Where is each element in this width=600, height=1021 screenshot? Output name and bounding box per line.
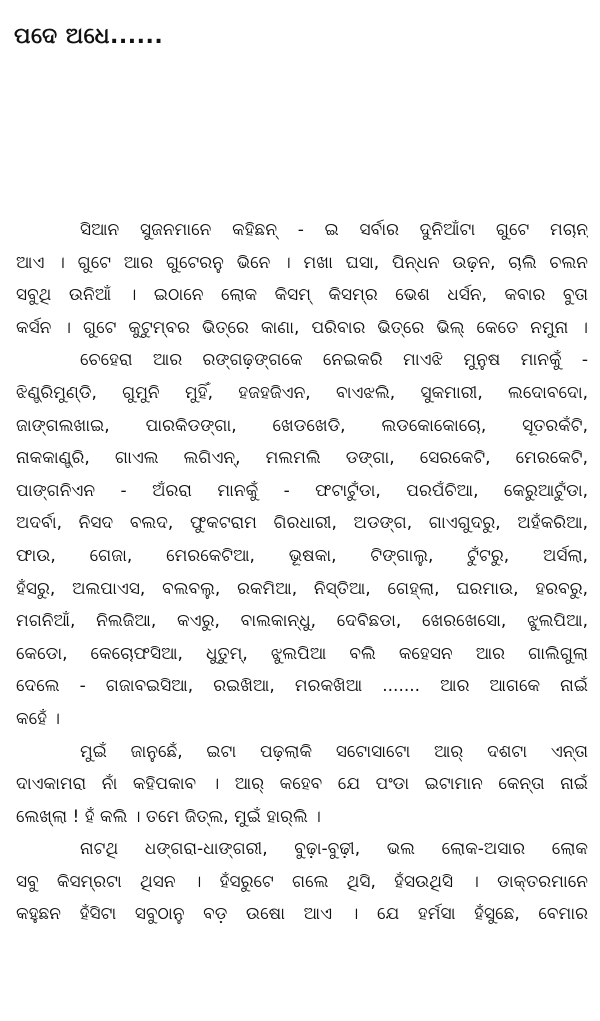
text-line: ଆଏ । ଗୁଟେ ଆର ଗୁଟେରନୁ ଭିନେ । ମଖା ଘସା, ପିନ୍ଧନ ଉଢ଼ନ, ଚାଲି ଚଲନ	[16, 252, 588, 273]
text-line: କହେଁ ।	[16, 708, 61, 729]
text-line: ଝିଣ୍ଡ୍ରିମୁଣ୍ଡି, ଗୁମୁନି ମୁହିଁ, ହଜହଜିଏନ, ବାଏଝଲି, ସୁକମାରୀ, ଲଦୋବଦୋ,	[16, 382, 588, 403]
text-line: ପାଙ୍ଗନିଏନ - ଅଁରରା ମାନକୁଁ - ଫଟାଟୁଁଡା, ପରପଁଚିଆ, କେରୁଆଟୁଁଡା,	[16, 480, 588, 501]
text-line: ଦେଲେ - ଗଜାବଇସିଆ, ରଇଖିଆ, ମରକଖିଆ ....... ଆର ଆଗକେ ନାଇଁ	[16, 676, 588, 697]
document-body	[16, 214, 588, 931]
text-line: ସିଆନ ସୁଜନମାନେ କହିଛନ୍ - ଇ ସର୍ବାର ଦୁନିଆଁଟା ଗୁଟେ ମଚାନ୍	[80, 220, 588, 240]
text-line: ଚେହେରା ଆର ରଙ୍ଗଢ଼ଙ୍ଗକେ ନେଇକରି ମାଏଝି ମୁନୁଷ ମାନକୁଁ -	[80, 350, 588, 371]
text-line: କର୍ସନ । ଗୁଟେ କୁଟୁମ୍ବର ଭିତ୍ରେ କାଣା, ପରିବାର ଭିତ୍ରେ ଭିଲ୍ କେତେ ନମୁନା ।	[16, 317, 588, 338]
text-line: ନାକକାଣ୍ଡ୍ରି, ଗାଏଲ ଲଗିଏନ୍, ମଲମଲି ଡଙ୍ଗା, ସେରକେଟି, ମେରକେଟି,	[16, 448, 588, 469]
text-line: ମଗନିଆଁ, ନିଲଜିଆ, କଏରୁ, ବାଲକାନ୍ଧୁ, ଦେବିଛଡା, ଖେରଖେସୋ, ଝୁଲପିଆ,	[16, 611, 588, 632]
text-line: ହଁସରୁ, ଅଲପାଏସ, ବଲବଲୁ, ରକମିଆ, ନିସ୍ତିଆ, ଗେହ୍ଲା, ଘରମାଉ, ହରବରୁ,	[16, 578, 588, 599]
text-line: କହୁଛନ ହଁସିଟା ସବୁଠାନୁ ବଡ଼ ଉଷୋ ଆଏ । ଯେ ହର୍ମସା ହଁସୁଛେ, ବେମାର	[16, 904, 588, 925]
text-line: ଫାଉ, ଗେଜା, ମେରକେଟିଆ, ଭୂଷକା, ଟିଙ୍ଗାଲୁ, ଟୁଁଟରୁ, ଅର୍ସଲା,	[16, 545, 588, 566]
text-line: ଲେଖ୍ଲା ! ହଁ କଲି । ତମେ ଜିତ୍‌ଲ, ମୁଇଁ ହାର୍‌ଲି ।	[16, 806, 321, 827]
text-line: ସବୁଥି ଉନିଆଁ । ଇଠାନେ ଲୋକ କିସମ୍ କିସମ୍‌ର ଭେଶ ଧର୍ସନ, କବାର ବୁତା	[16, 285, 588, 306]
document-title: ପଦେ ଅଧେ......	[14, 24, 164, 49]
text-line: ଜାଙ୍ଗଲଖାଇ, ପାରକିଡଙ୍ଗା, ଖେଡଖେଡି, ଲଡକୋକୋଚୋ, ସୂତରକଁଟି,	[16, 415, 588, 436]
text-line: ଅଦର୍ବା, ନିସଦ ବଲଦ, ଫୁକଟରାମ ଗିରଧାରୀ, ଅଡଙ୍ଗ, ଗାଏଗୁଦରୁ, ଅହଁକରିଆ,	[16, 513, 588, 534]
text-line: ଦାଏକାମରା ନାଁ କହିପକାବ । ଆର୍ କହେବ ଯେ ପଂଡା ଇଟାମାନ କେନ୍ତା ନାଇଁ	[16, 774, 588, 795]
text-line: ସବୁ କିସମ୍‌ରଟା ଥିସନ । ହଁସରୁଟେ ଗଲେ ଥିସି, ହଁସଉଥିସି । ଡାକ୍ତରମାନେ	[16, 871, 588, 892]
text-line: କେଡୋ, କେଚୋଫସିଆ, ଧୁତୁମ୍, ଝୁଲପିଆ ବଲି କହେସନ ଆର ଗାଲିଗୁଲା	[16, 643, 588, 664]
text-line: ମୁଇଁ ଜାନୁଛେଁ, ଇଟା ପଢ଼ଲାକି ସଟୋସାଟୋ ଆର୍ ଦଶଟା ଏନ୍ତା	[80, 741, 588, 762]
text-line: ନାଟଥି ଧଙ୍ଗରା-ଧାଙ୍ଗରୀ, ବୁଢ଼ା-ବୁଢ଼ୀ, ଭଲ ଲୋକ-ଅସାର ଲୋକ	[80, 839, 588, 860]
